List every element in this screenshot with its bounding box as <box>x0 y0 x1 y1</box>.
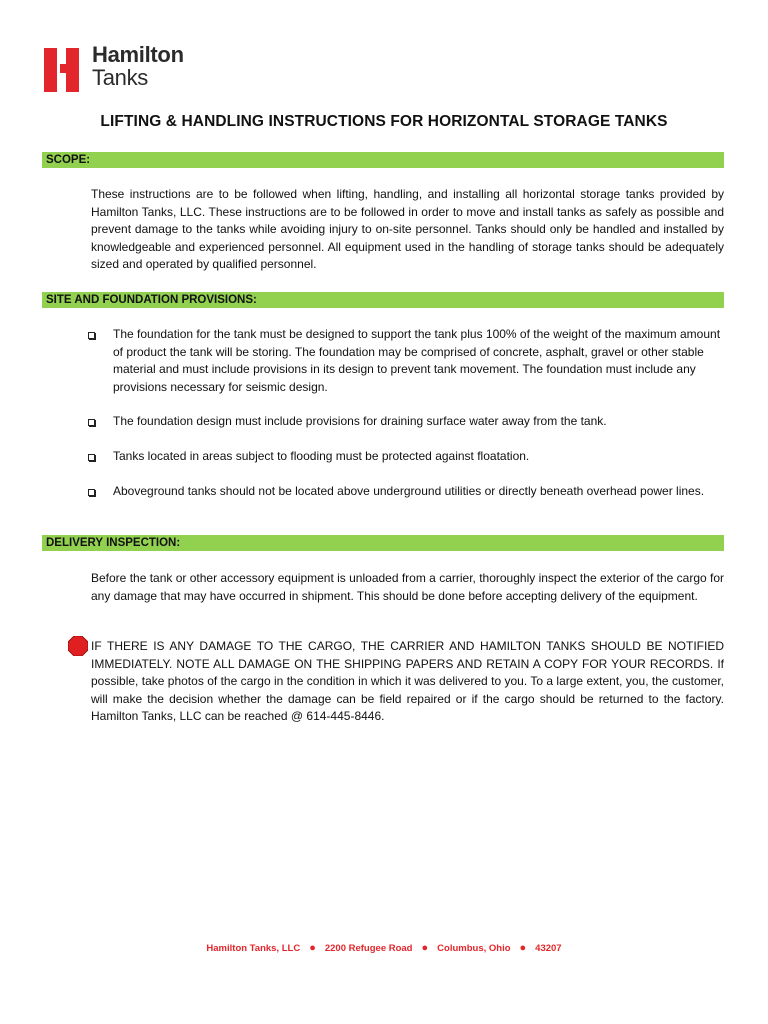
footer-company: Hamilton Tanks, LLC <box>206 943 301 954</box>
site-bullet-text: The foundation design must include provisions for draining surface water away from the tank. <box>113 414 607 428</box>
footer-dot-separator: ● <box>519 942 527 954</box>
damage-warning-paragraph: IF THERE IS ANY DAMAGE TO THE CARGO, THE CARRIER AND HAMILTON TANKS SHOULD BE NOTIFIED IMMEDIATELY. NOTE ALL DAMAGE ON THE SHIPPING PAPERS AND RETAIN A COPY FOR YOUR RECORDS. If possible, take photos of the cargo in the condition in which it was delivered to you. To a large extent, you, the customer, will make the decision whether the damage can be field repaired or if the cargo should be returned to the factory. Hamilton Tanks, LLC can be reached @ 614-445-8446. <box>91 639 724 723</box>
section-heading-delivery-inspection: DELIVERY INSPECTION: <box>42 535 724 551</box>
footer-dot-separator: ● <box>421 942 429 954</box>
footer-street: 2200 Refugee Road <box>324 943 413 954</box>
stop-sign-icon <box>68 636 88 656</box>
checkbox-bullet-icon <box>88 454 95 461</box>
logo-h-mark-icon <box>44 44 79 93</box>
section-heading-site-foundation: SITE AND FOUNDATION PROVISIONS: <box>42 292 724 308</box>
section-heading-scope: SCOPE: <box>42 152 724 168</box>
checkbox-bullet-icon <box>88 419 95 426</box>
footer-address <box>0 942 768 954</box>
logo-wordmark <box>92 44 184 89</box>
site-bullet-item <box>88 483 724 501</box>
logo-line1: Hamilton <box>92 42 184 67</box>
scope-paragraph: These instructions are to be followed when lifting, handling, and installing all horizontal storage tanks provided by Hamilton Tanks, LLC. These instructions are to be followed in order to move and install tanks as safely as possible and prevent damage to the tanks while avoiding injury to on-site personnel. Tanks should only be handled and installed by knowledgeable and experienced personnel. All equipment used in the handling of storage tanks should be adequately sized and operated by qualified personnel. <box>91 187 724 271</box>
footer-dot-separator: ● <box>309 942 316 954</box>
delivery-paragraph: Before the tank or other accessory equipment is unloaded from a carrier, thoroughly inspect the exterior of the cargo for any damage that may have occurred in shipment. This should be done before accepting delivery of the equipment. <box>91 571 725 603</box>
site-bullet-item <box>88 413 724 431</box>
site-bullet-item <box>88 326 724 396</box>
page-title: LIFTING & HANDLING INSTRUCTIONS FOR HORIZONTAL STORAGE TANKS <box>100 113 668 130</box>
site-bullet-text: Tanks located in areas subject to flooding must be protected against floatation. <box>113 449 530 463</box>
footer-zip: 43207 <box>535 943 562 954</box>
site-bullet-text: The foundation for the tank must be designed to support the tank plus 100% of the weight of the maximum amount of product the tank will be storing. The foundation may be comprised of concrete, asphalt, gravel or other stable material and must include provisions in its design to prevent tank movement. The foundation must include any provisions necessary for seismic design. <box>113 327 721 394</box>
site-bullet-text: Aboveground tanks should not be located above underground utilities or directly beneath overhead power lines. <box>113 484 705 498</box>
logo-line2: Tanks <box>92 65 148 90</box>
footer-city: Columbus, Ohio <box>437 943 511 954</box>
checkbox-bullet-icon <box>88 489 95 496</box>
checkbox-bullet-icon <box>88 332 95 339</box>
site-bullet-item <box>88 448 724 466</box>
